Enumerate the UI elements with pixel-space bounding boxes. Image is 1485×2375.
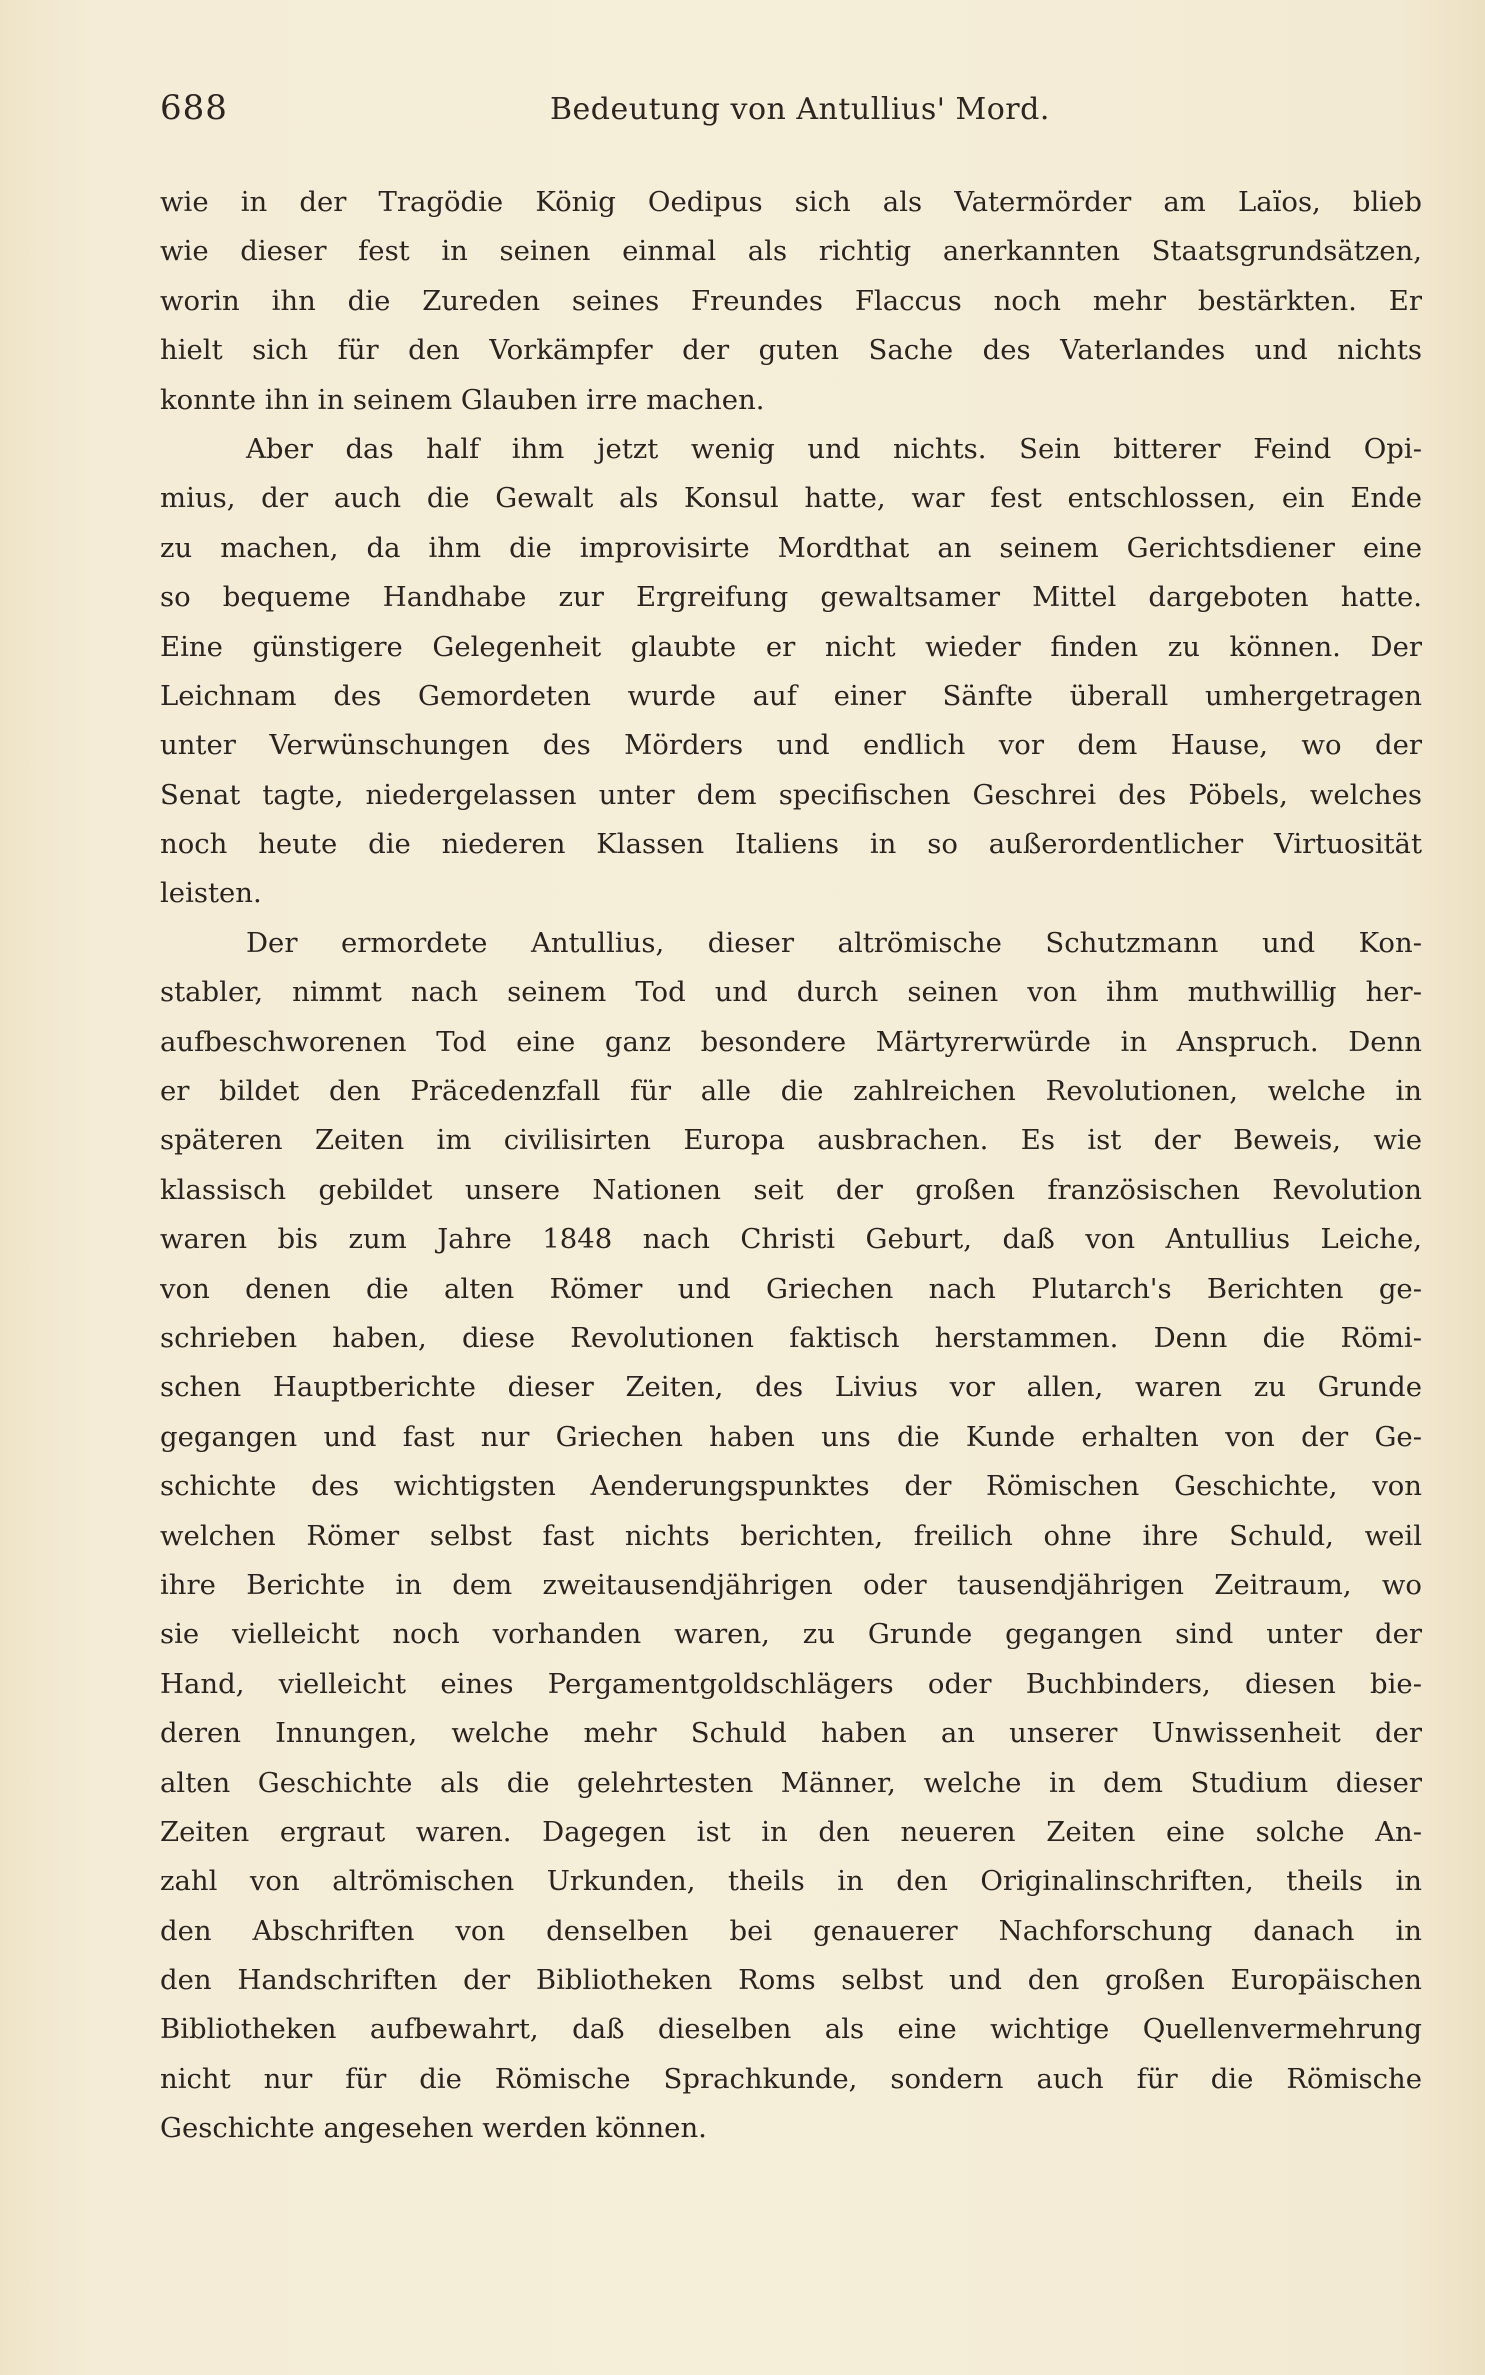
text-line: ihre Berichte in dem zweitausendjährigen oder tausendjährigen Zeitraum, wo: [160, 1568, 1422, 1601]
text-line: mius, der auch die Gewalt als Konsul hatte, war fest entschlossen, ein Ende: [160, 482, 1422, 515]
text-line: den Handschriften der Bibliotheken Roms selbst und den großen Europäischen: [160, 1964, 1422, 1997]
text-line: späteren Zeiten im civilisirten Europa ausbrachen. Es ist der Beweis, wie: [160, 1124, 1422, 1157]
text-line: noch heute die niederen Klassen Italiens in so außerordentlicher Virtuosität: [160, 828, 1422, 861]
text-line: Senat tagte, niedergelassen unter dem specifischen Geschrei des Pöbels, welches: [160, 778, 1422, 811]
text-line: schichte des wichtigsten Aenderungspunktes der Römischen Geschichte, von: [160, 1470, 1422, 1503]
page-header: [160, 88, 1430, 138]
text-line: stabler, nimmt nach seinem Tod und durch seinen von ihm muthwillig her-: [160, 976, 1422, 1009]
text-line: Leichnam des Gemordeten wurde auf einer Sänfte überall umhergetragen: [160, 679, 1422, 712]
text-line: zu machen, da ihm die improvisirte Mordthat an seinem Gerichtsdiener eine: [160, 531, 1422, 564]
text-line: aufbeschworenen Tod eine ganz besondere Märtyrerwürde in Anspruch. Denn: [160, 1025, 1422, 1058]
text-line: deren Innungen, welche mehr Schuld haben an unserer Unwissenheit der: [160, 1717, 1422, 1750]
text-line: Hand, vielleicht eines Pergamentgoldschlägers oder Buchbinders, diesen bie-: [160, 1667, 1422, 1700]
text-line: wie in der Tragödie König Oedipus sich als Vatermörder am Laïos, blieb: [160, 186, 1422, 218]
text-line: sie vielleicht noch vorhanden waren, zu Grunde gegangen sind unter der: [160, 1618, 1422, 1651]
text-line: alten Geschichte als die gelehrtesten Männer, welche in dem Studium dieser: [160, 1766, 1422, 1799]
text-line: hielt sich für den Vorkämpfer der guten Sache des Vaterlandes und nichts: [160, 334, 1422, 367]
text-line: zahl von altrömischen Urkunden, theils in den Originalinschriften, theils in: [160, 1865, 1422, 1898]
text-line: waren bis zum Jahre 1848 nach Christi Geburt, daß von Antullius Leiche,: [160, 1223, 1422, 1256]
text-line: schen Hauptberichte dieser Zeiten, des Livius vor allen, waren zu Grunde: [160, 1371, 1422, 1404]
text-line: er bildet den Präcedenzfall für alle die zahlreichen Revolutionen, welche in: [160, 1075, 1422, 1108]
text-line: konnte ihn in seinem Glauben irre machen.: [160, 383, 765, 416]
text-line: Eine günstigere Gelegenheit glaubte er nicht wieder finden zu können. Der: [160, 630, 1422, 663]
text-line: Zeiten ergraut waren. Dagegen ist in den neueren Zeiten eine solche An-: [160, 1815, 1422, 1848]
text-line: welchen Römer selbst fast nichts berichten, freilich ohne ihre Schuld, weil: [160, 1519, 1422, 1552]
text-line: wie dieser fest in seinen einmal als richtig anerkannten Staatsgrundsätzen,: [160, 235, 1422, 268]
text-line: von denen die alten Römer und Griechen nach Plutarch's Berichten ge-: [160, 1272, 1422, 1305]
running-title: Bedeutung von Antullius' Mord.: [550, 92, 1050, 127]
text-line: so bequeme Handhabe zur Ergreifung gewaltsamer Mittel dargeboten hatte.: [160, 581, 1422, 614]
text-line: Geschichte angesehen werden können.: [160, 2112, 707, 2145]
text-line: den Abschriften von denselben bei genauerer Nachforschung danach in: [160, 1914, 1422, 1947]
text-line: leisten.: [160, 877, 262, 910]
text-line: unter Verwünschungen des Mörders und endlich vor dem Hause, wo der: [160, 729, 1422, 762]
text-line: nicht nur für die Römische Sprachkunde, sondern auch für die Römische: [160, 2062, 1422, 2095]
text-line: gegangen und fast nur Griechen haben uns die Kunde erhalten von der Ge-: [160, 1420, 1422, 1453]
body-text: [160, 178, 1422, 2154]
text-line: schrieben haben, diese Revolutionen faktisch herstammen. Denn die Römi-: [160, 1321, 1422, 1354]
paragraph-start-line: Der ermordete Antullius, dieser altrömische Schutzmann und Kon-: [246, 926, 1422, 959]
text-line: worin ihn die Zureden seines Freundes Flaccus noch mehr bestärkten. Er: [160, 284, 1422, 317]
paragraph-start-line: Aber das half ihm jetzt wenig und nichts. Sein bitterer Feind Opi-: [246, 432, 1422, 465]
page-number: 688: [160, 88, 228, 128]
text-line: klassisch gebildet unsere Nationen seit der großen französischen Revolution: [160, 1173, 1422, 1206]
text-line: Bibliotheken aufbewahrt, daß dieselben als eine wichtige Quellenvermehrung: [160, 2013, 1422, 2046]
